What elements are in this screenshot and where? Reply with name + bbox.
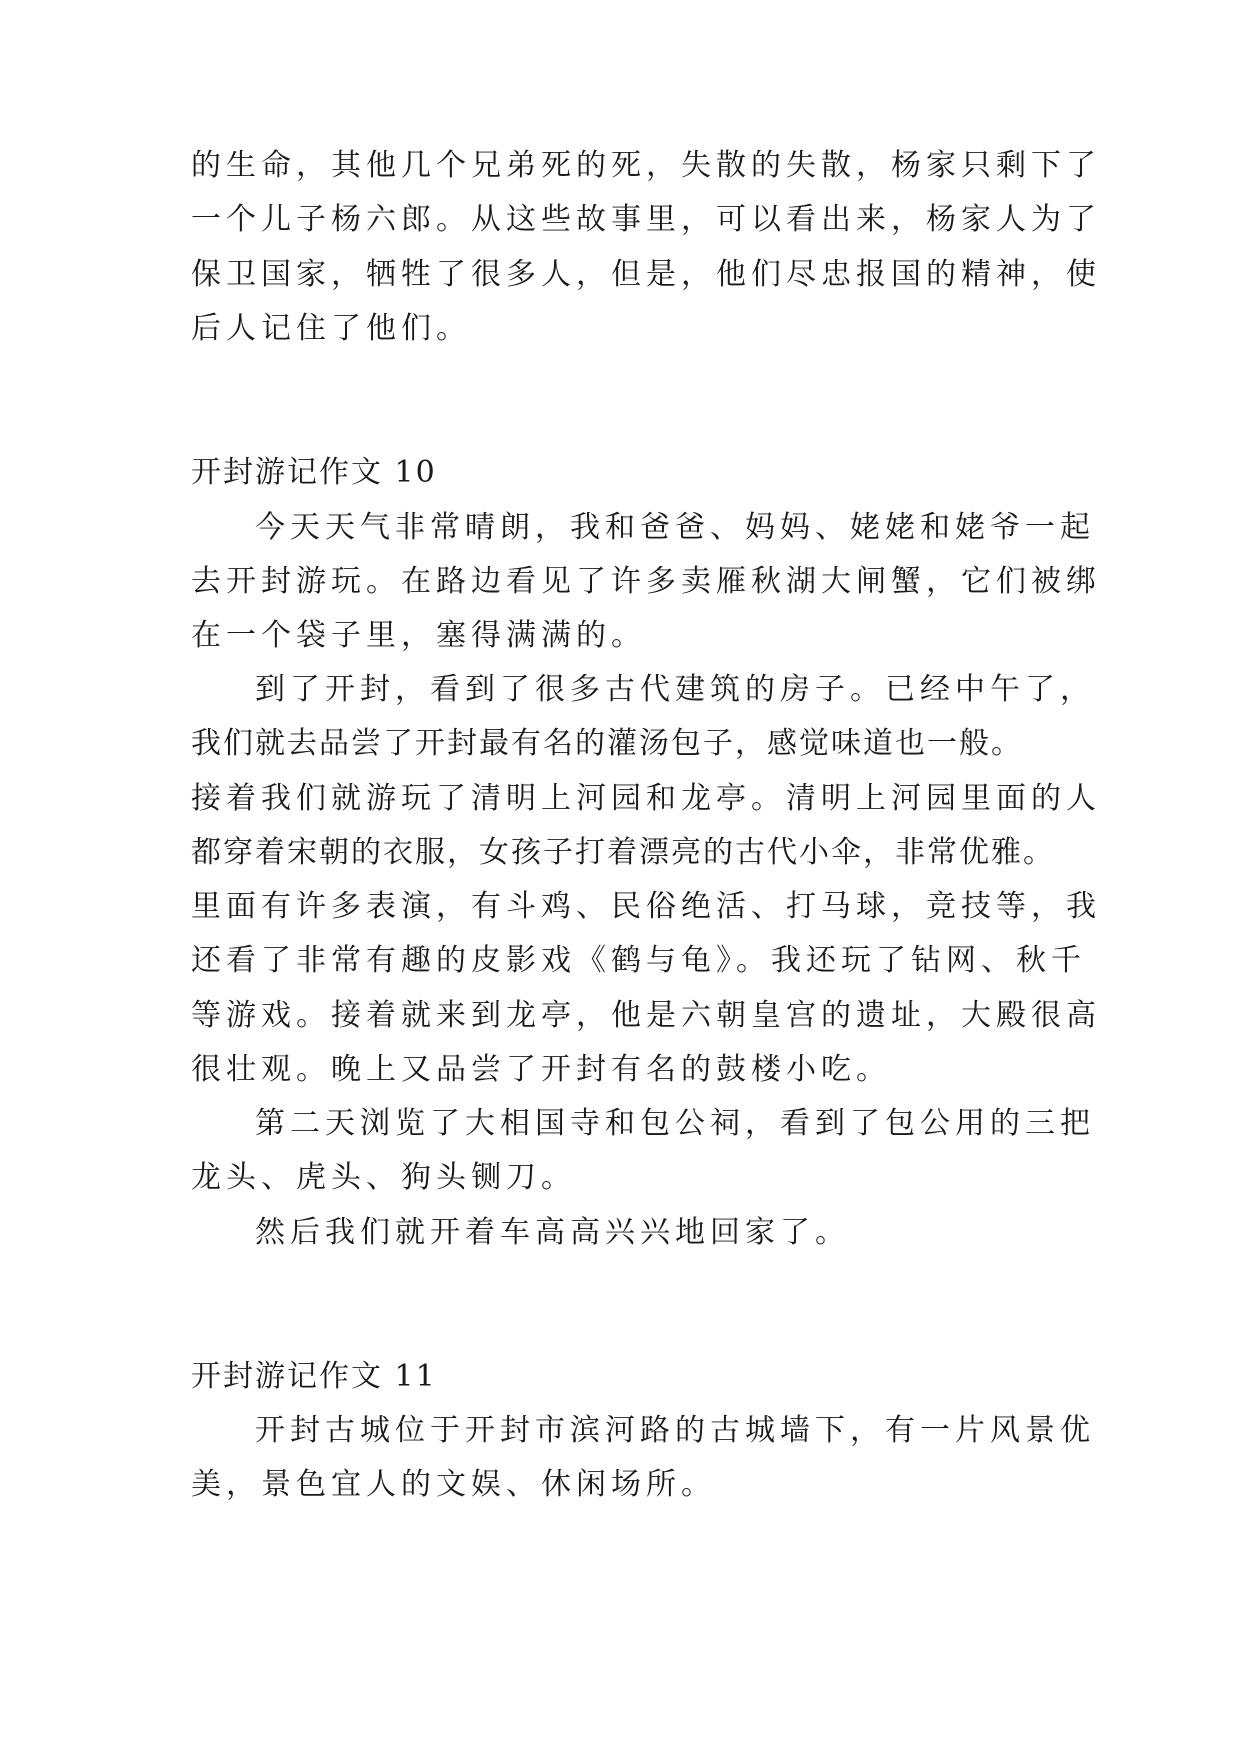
section-title: 开封游记作文 11 <box>191 1359 437 1394</box>
text-line: 很壮观。晚上又品尝了开封有名的鼓楼小吃。 <box>191 1052 891 1087</box>
text-line: 龙头、虎头、狗头铡刀。 <box>191 1160 576 1195</box>
text-line: 还看了非常有趣的皮影戏《鹤与龟》。我还玩了钻网、秋千 <box>191 943 1086 978</box>
text-line: 在一个袋子里，塞得满满的。 <box>191 618 646 653</box>
text-line: 然后我们就开着车高高兴兴地回家了。 <box>255 1215 850 1250</box>
text-line: 今天天气非常晴朗，我和爸爸、妈妈、姥姥和姥爷一起 <box>255 510 1095 545</box>
text-line: 接着我们就游玩了清明上河园和龙亭。清明上河园里面的人 <box>191 781 1101 816</box>
text-line: 美，景色宜人的文娱、休闲场所。 <box>191 1467 716 1502</box>
text-line: 保卫国家，牺牲了很多人，但是，他们尽忠报国的精神，使 <box>191 257 1101 292</box>
text-line: 开封古城位于开封市滨河路的古城墙下，有一片风景优 <box>255 1413 1095 1448</box>
text-line: 去开封游玩。在路边看见了许多卖雁秋湖大闸蟹，它们被绑 <box>191 564 1101 599</box>
text-line: 里面有许多表演，有斗鸡、民俗绝活、打马球，竞技等，我 <box>191 889 1101 924</box>
text-line: 都穿着宋朝的衣服，女孩子打着漂亮的古代小伞，非常优雅。 <box>191 835 1055 870</box>
text-line: 后人记住了他们。 <box>191 311 471 346</box>
text-line: 到了开封，看到了很多古代建筑的房子。已经中午了， <box>255 672 1095 707</box>
text-line: 一个儿子杨六郎。从这些故事里，可以看出来，杨家人为了 <box>191 202 1101 237</box>
text-line: 我们就去品尝了开封最有名的灌汤包子，感觉味道也一般。 <box>191 726 1023 761</box>
section-title: 开封游记作文 10 <box>191 455 437 490</box>
text-line: 等游戏。接着就来到龙亭，他是六朝皇宫的遗址，大殿很高 <box>191 998 1101 1033</box>
text-line: 第二天浏览了大相国寺和包公祠，看到了包公用的三把 <box>255 1106 1095 1141</box>
text-line: 的生命，其他几个兄弟死的死，失散的失散，杨家只剩下了 <box>191 148 1101 183</box>
